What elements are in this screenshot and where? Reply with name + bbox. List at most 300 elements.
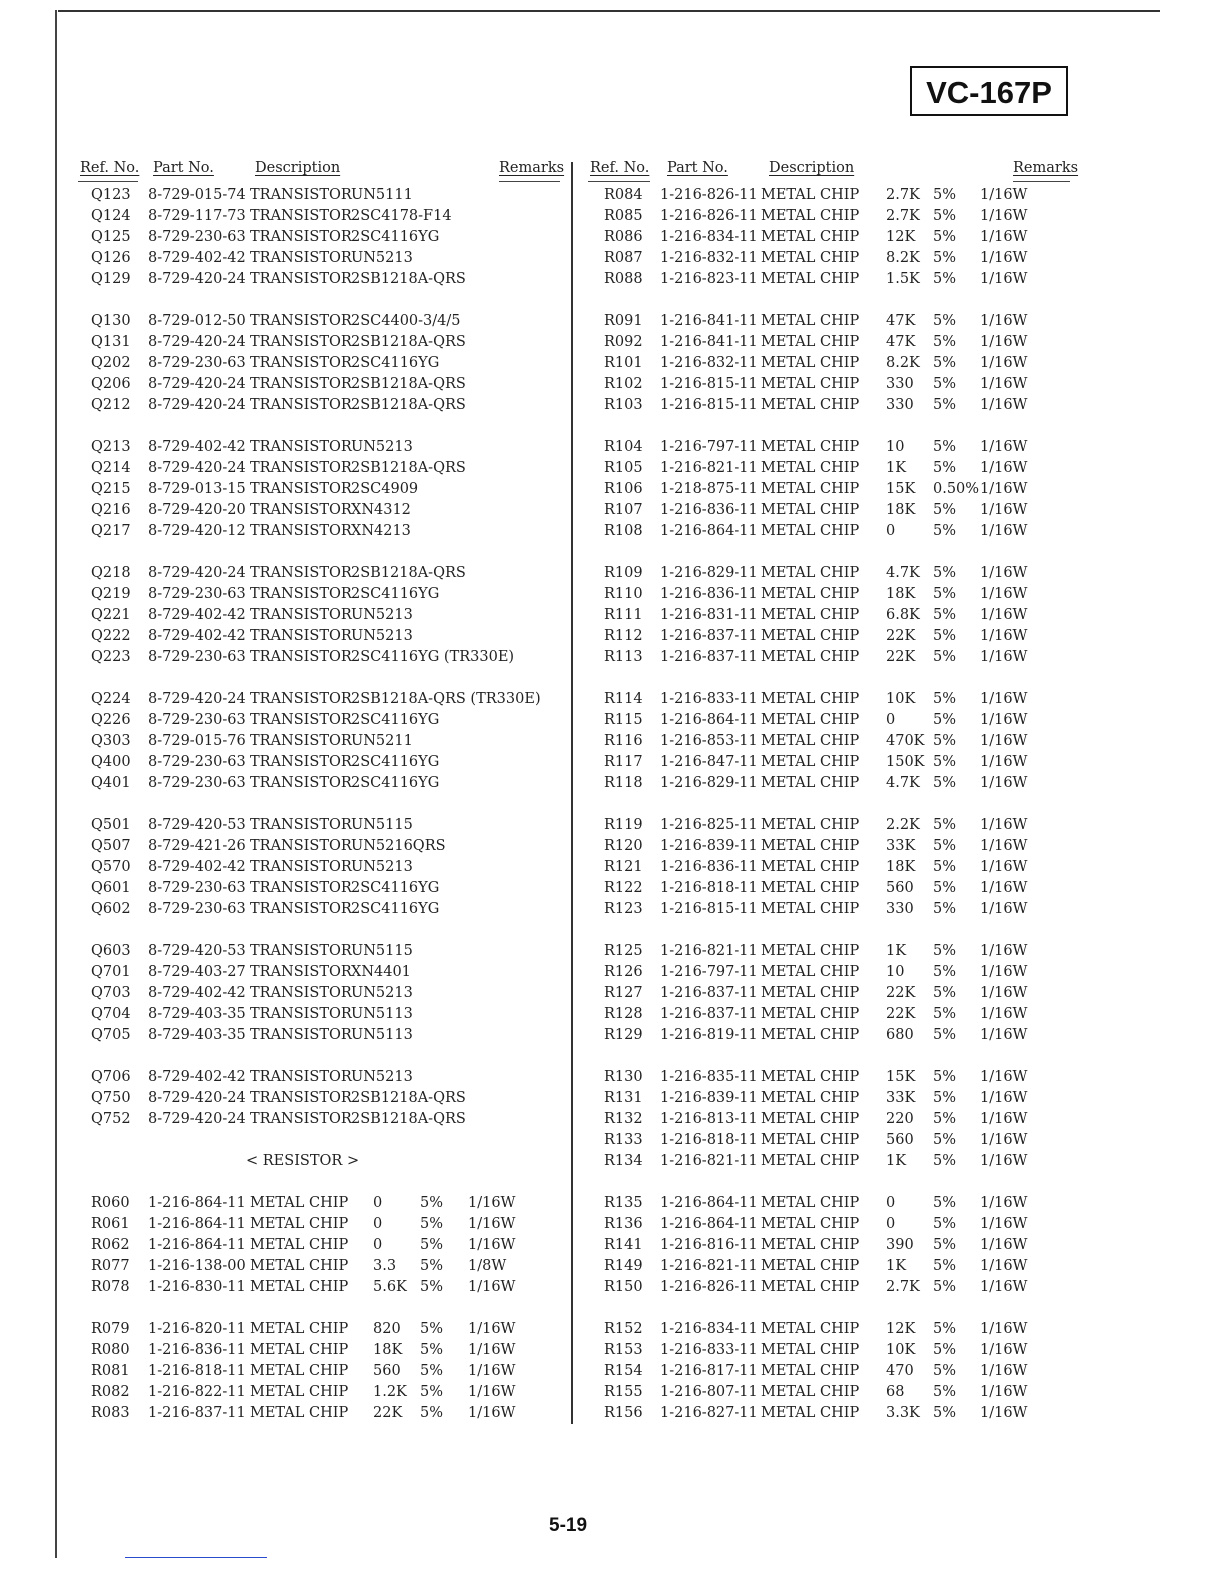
description: TRANSISTOR — [250, 523, 352, 539]
resistance-value: 68 — [886, 1384, 905, 1400]
parts-row — [78, 185, 560, 206]
part-number: 8-729-402-42 — [148, 628, 246, 644]
tolerance: 5% — [933, 901, 957, 917]
resistance-value: 0 — [886, 523, 896, 539]
parts-row — [588, 521, 1070, 542]
part-number: 1-216-807-11 — [660, 1384, 758, 1400]
parts-list-right-column — [588, 160, 1079, 1424]
tolerance: 5% — [933, 1405, 957, 1421]
description: TRANSISTOR — [250, 1090, 352, 1106]
resistance-value: 3.3K — [886, 1405, 920, 1421]
parts-row — [588, 353, 1070, 374]
description: TRANSISTOR — [250, 985, 352, 1001]
parts-row — [588, 815, 1070, 836]
part-number: 8-729-230-63 — [148, 901, 246, 917]
parts-row — [78, 1193, 560, 1214]
part-number: 8-729-230-63 — [148, 775, 246, 791]
parts-row — [78, 815, 560, 836]
parts-row — [588, 374, 1070, 395]
group-spacer — [588, 416, 1070, 437]
parts-row — [78, 857, 560, 878]
remark: 2SB1218A-QRS — [351, 460, 466, 476]
tolerance: 5% — [933, 712, 957, 728]
description: TRANSISTOR — [250, 271, 352, 287]
parts-row — [588, 563, 1070, 584]
part-number: 1-216-837-11 — [660, 1006, 758, 1022]
part-number: 1-216-839-11 — [660, 1090, 758, 1106]
tolerance: 5% — [933, 250, 957, 266]
part-number: 1-216-831-11 — [660, 607, 758, 623]
tolerance: 5% — [933, 460, 957, 476]
tolerance: 5% — [933, 355, 957, 371]
ref-number: R154 — [604, 1363, 643, 1379]
part-number: 1-216-829-11 — [660, 565, 758, 581]
description: METAL CHIP — [761, 880, 860, 896]
parts-row — [588, 437, 1070, 458]
part-number: 1-216-864-11 — [660, 712, 758, 728]
wattage: 1/16W — [980, 334, 1028, 350]
part-number: 8-729-402-42 — [148, 859, 246, 875]
parts-row — [588, 584, 1070, 605]
wattage: 1/16W — [980, 313, 1028, 329]
description: METAL CHIP — [761, 523, 860, 539]
tolerance: 5% — [420, 1384, 444, 1400]
parts-row — [78, 752, 560, 773]
parts-row — [588, 1025, 1070, 1046]
tolerance: 0.50% — [933, 481, 980, 497]
wattage: 1/16W — [468, 1216, 516, 1232]
wattage: 1/16W — [980, 649, 1028, 665]
wattage: 1/16W — [980, 1342, 1028, 1358]
description: METAL CHIP — [761, 628, 860, 644]
header-part-no: Part No. — [667, 160, 728, 176]
resistance-value: 0 — [886, 712, 896, 728]
resistance-value: 18K — [373, 1342, 403, 1358]
remark: 2SC4116YG — [351, 229, 440, 245]
ref-number: Q130 — [91, 313, 131, 329]
part-number: 1-216-817-11 — [660, 1363, 758, 1379]
resistance-value: 2.2K — [886, 817, 920, 833]
part-number: 8-729-420-24 — [148, 334, 246, 350]
wattage: 1/16W — [980, 901, 1028, 917]
description: METAL CHIP — [761, 712, 860, 728]
wattage: 1/16W — [980, 607, 1028, 623]
tolerance: 5% — [933, 775, 957, 791]
parts-row — [78, 206, 560, 227]
description: TRANSISTOR — [250, 880, 352, 896]
ref-number: R083 — [91, 1405, 130, 1421]
part-number: 1-216-818-11 — [660, 880, 758, 896]
resistance-value: 18K — [886, 586, 916, 602]
wattage: 1/16W — [980, 1027, 1028, 1043]
ref-number: R128 — [604, 1006, 643, 1022]
part-number: 8-729-402-42 — [148, 439, 246, 455]
ref-number: R087 — [604, 250, 643, 266]
part-number: 8-729-403-35 — [148, 1006, 246, 1022]
ref-number: R126 — [604, 964, 643, 980]
description: TRANSISTOR — [250, 439, 352, 455]
part-number: 1-216-836-11 — [660, 586, 758, 602]
wattage: 1/16W — [980, 376, 1028, 392]
ref-number: Q603 — [91, 943, 131, 959]
wattage: 1/16W — [980, 985, 1028, 1001]
wattage: 1/16W — [980, 1006, 1028, 1022]
remark: UN5115 — [351, 817, 413, 833]
tolerance: 5% — [420, 1279, 444, 1295]
description: TRANSISTOR — [250, 1006, 352, 1022]
remark: 2SC4116YG — [351, 901, 440, 917]
tolerance: 5% — [933, 502, 957, 518]
part-number: 1-216-821-11 — [660, 460, 758, 476]
parts-row — [78, 1340, 560, 1361]
part-number: 8-729-230-63 — [148, 880, 246, 896]
ref-number: R104 — [604, 439, 643, 455]
description: TRANSISTOR — [250, 334, 352, 350]
description: METAL CHIP — [761, 1111, 860, 1127]
description: TRANSISTOR — [250, 712, 352, 728]
description: METAL CHIP — [761, 1258, 860, 1274]
tolerance: 5% — [933, 1111, 957, 1127]
description: METAL CHIP — [250, 1363, 349, 1379]
resistance-value: 820 — [373, 1321, 401, 1337]
part-number: 1-216-821-11 — [660, 1153, 758, 1169]
description: TRANSISTOR — [250, 691, 352, 707]
resistance-value: 5.6K — [373, 1279, 407, 1295]
description: METAL CHIP — [761, 1405, 860, 1421]
parts-row — [78, 836, 560, 857]
wattage: 1/16W — [980, 1195, 1028, 1211]
part-number: 1-216-837-11 — [148, 1405, 246, 1421]
ref-number: Q507 — [91, 838, 131, 854]
remark: UN5213 — [351, 1069, 413, 1085]
remark: UN5115 — [351, 943, 413, 959]
resistance-value: 680 — [886, 1027, 914, 1043]
wattage: 1/16W — [468, 1321, 516, 1337]
header-remarks: Remarks — [499, 160, 565, 176]
description: METAL CHIP — [250, 1384, 349, 1400]
header-underline — [78, 181, 138, 182]
group-spacer — [78, 920, 560, 941]
part-number: 1-216-815-11 — [660, 397, 758, 413]
resistance-value: 22K — [886, 649, 916, 665]
parts-row — [78, 1214, 560, 1235]
description: METAL CHIP — [761, 943, 860, 959]
resistance-value: 22K — [886, 628, 916, 644]
resistance-value: 0 — [373, 1237, 383, 1253]
tolerance: 5% — [933, 1321, 957, 1337]
description: TRANSISTOR — [250, 481, 352, 497]
remark: 2SC4909 — [351, 481, 419, 497]
resistance-value: 22K — [886, 1006, 916, 1022]
ref-number: Q123 — [91, 187, 131, 203]
remark: UN5113 — [351, 1006, 413, 1022]
parts-row — [588, 269, 1070, 290]
resistance-value: 0 — [886, 1195, 896, 1211]
ref-number: R080 — [91, 1342, 130, 1358]
resistance-value: 1K — [886, 1153, 907, 1169]
description: TRANSISTOR — [250, 754, 352, 770]
ref-number: R113 — [604, 649, 643, 665]
tolerance: 5% — [933, 1132, 957, 1148]
description: METAL CHIP — [761, 754, 860, 770]
ref-number: R153 — [604, 1342, 643, 1358]
wattage: 1/16W — [980, 1216, 1028, 1232]
parts-row — [78, 458, 560, 479]
ref-number: R101 — [604, 355, 643, 371]
tolerance: 5% — [933, 1258, 957, 1274]
parts-row — [588, 647, 1070, 668]
wattage: 1/16W — [468, 1237, 516, 1253]
parts-row — [588, 773, 1070, 794]
remark: 2SB1218A-QRS — [351, 271, 466, 287]
parts-row — [78, 647, 560, 668]
ref-number: R150 — [604, 1279, 643, 1295]
description: TRANSISTOR — [250, 187, 352, 203]
remark: 2SB1218A-QRS — [351, 334, 466, 350]
remark: 2SC4116YG — [351, 586, 440, 602]
description: METAL CHIP — [761, 964, 860, 980]
column-divider — [571, 162, 573, 1424]
wattage: 1/16W — [980, 1405, 1028, 1421]
resistance-value: 220 — [886, 1111, 914, 1127]
remark: UN5213 — [351, 985, 413, 1001]
wattage: 1/16W — [980, 712, 1028, 728]
parts-row — [588, 710, 1070, 731]
parts-row — [588, 500, 1070, 521]
ref-number: R135 — [604, 1195, 643, 1211]
remark: 2SC4116YG (TR330E) — [351, 649, 515, 665]
parts-row — [588, 1067, 1070, 1088]
wattage: 1/16W — [980, 1363, 1028, 1379]
ref-number: Q400 — [91, 754, 131, 770]
description: METAL CHIP — [761, 1195, 860, 1211]
remark: 2SB1218A-QRS (TR330E) — [351, 691, 541, 707]
description: METAL CHIP — [250, 1237, 349, 1253]
group-spacer — [588, 668, 1070, 689]
part-number: 8-729-421-26 — [148, 838, 246, 854]
part-number: 1-216-864-11 — [148, 1216, 246, 1232]
wattage: 1/16W — [980, 1321, 1028, 1337]
description: METAL CHIP — [250, 1216, 349, 1232]
tolerance: 5% — [420, 1237, 444, 1253]
ref-number: R123 — [604, 901, 643, 917]
parts-row — [588, 857, 1070, 878]
header-ref-no: Ref. No. — [80, 160, 140, 176]
resistance-value: 1.5K — [886, 271, 920, 287]
parts-row — [78, 1088, 560, 1109]
wattage: 1/16W — [980, 1111, 1028, 1127]
ref-number: R106 — [604, 481, 643, 497]
part-number: 8-729-015-74 — [148, 187, 246, 203]
ref-number: R078 — [91, 1279, 130, 1295]
part-number: 1-216-827-11 — [660, 1405, 758, 1421]
tolerance: 5% — [933, 1384, 957, 1400]
resistance-value: 33K — [886, 838, 916, 854]
tolerance: 5% — [933, 334, 957, 350]
remark: UN5111 — [351, 187, 413, 203]
ref-number: R062 — [91, 1237, 130, 1253]
tolerance: 5% — [933, 859, 957, 875]
group-spacer — [78, 1298, 560, 1319]
parts-row — [78, 395, 560, 416]
part-number: 1-216-830-11 — [148, 1279, 246, 1295]
remark: UN5216QRS — [351, 838, 446, 854]
part-number: 1-216-864-11 — [660, 523, 758, 539]
header-ref-no: Ref. No. — [590, 160, 650, 176]
description: TRANSISTOR — [250, 943, 352, 959]
ref-number: R088 — [604, 271, 643, 287]
ref-number: R091 — [604, 313, 643, 329]
remark: UN5213 — [351, 859, 413, 875]
part-number: 1-216-821-11 — [660, 1258, 758, 1274]
description: METAL CHIP — [761, 985, 860, 1001]
wattage: 1/16W — [980, 1132, 1028, 1148]
description: TRANSISTOR — [250, 649, 352, 665]
description: METAL CHIP — [761, 187, 860, 203]
parts-list-left-column — [78, 160, 565, 1424]
ref-number: Q213 — [91, 439, 131, 455]
ref-number: R103 — [604, 397, 643, 413]
remark: 2SC4116YG — [351, 880, 440, 896]
description: METAL CHIP — [761, 376, 860, 392]
wattage: 1/16W — [980, 229, 1028, 245]
remark: XN4312 — [351, 502, 411, 518]
part-number: 8-729-420-24 — [148, 376, 246, 392]
parts-row — [78, 731, 560, 752]
parts-row — [588, 983, 1070, 1004]
tolerance: 5% — [420, 1363, 444, 1379]
resistance-value: 470 — [886, 1363, 914, 1379]
ref-number: R116 — [604, 733, 643, 749]
ref-number: R132 — [604, 1111, 643, 1127]
wattage: 1/16W — [468, 1384, 516, 1400]
part-number: 1-216-797-11 — [660, 964, 758, 980]
remark: UN5213 — [351, 607, 413, 623]
remark: 2SC4116YG — [351, 775, 440, 791]
ref-number: Q501 — [91, 817, 131, 833]
parts-row — [588, 626, 1070, 647]
parts-row — [78, 311, 560, 332]
part-number: 1-216-837-11 — [660, 628, 758, 644]
remark: UN5211 — [351, 733, 413, 749]
ref-number: R111 — [604, 607, 643, 623]
description: TRANSISTOR — [250, 502, 352, 518]
description: METAL CHIP — [761, 1216, 860, 1232]
ref-number: Q401 — [91, 775, 131, 791]
part-number: 1-216-833-11 — [660, 691, 758, 707]
ref-number: R121 — [604, 859, 643, 875]
remark: UN5213 — [351, 250, 413, 266]
description: METAL CHIP — [761, 229, 860, 245]
remark: UN5213 — [351, 628, 413, 644]
tolerance: 5% — [933, 964, 957, 980]
wattage: 1/16W — [980, 859, 1028, 875]
parts-row — [78, 584, 560, 605]
wattage: 1/16W — [980, 187, 1028, 203]
page-number: 5-19 — [549, 1515, 588, 1536]
remark: UN5113 — [351, 1027, 413, 1043]
resistance-value: 12K — [886, 1321, 916, 1337]
part-number: 1-216-837-11 — [660, 649, 758, 665]
parts-row — [78, 1256, 560, 1277]
description: TRANSISTOR — [250, 355, 352, 371]
description: METAL CHIP — [761, 355, 860, 371]
description: METAL CHIP — [761, 334, 860, 350]
parts-row — [588, 311, 1070, 332]
wattage: 1/16W — [980, 817, 1028, 833]
group-spacer — [78, 1130, 560, 1151]
description: METAL CHIP — [761, 859, 860, 875]
description: METAL CHIP — [761, 1279, 860, 1295]
ref-number: Q224 — [91, 691, 131, 707]
ref-number: R092 — [604, 334, 643, 350]
resistance-value: 390 — [886, 1237, 914, 1253]
description: TRANSISTOR — [250, 1069, 352, 1085]
parts-row — [78, 962, 560, 983]
part-number: 1-216-864-11 — [660, 1195, 758, 1211]
description: TRANSISTOR — [250, 838, 352, 854]
description: TRANSISTOR — [250, 964, 352, 980]
column-header-right — [588, 160, 1079, 182]
resistance-value: 15K — [886, 481, 916, 497]
description: METAL CHIP — [250, 1321, 349, 1337]
wattage: 1/16W — [980, 1153, 1028, 1169]
description: METAL CHIP — [761, 901, 860, 917]
part-number: 1-216-853-11 — [660, 733, 758, 749]
ref-number: R112 — [604, 628, 643, 644]
ref-number: R127 — [604, 985, 643, 1001]
remark: UN5213 — [351, 439, 413, 455]
header-description: Description — [255, 160, 341, 176]
tolerance: 5% — [933, 1006, 957, 1022]
wattage: 1/16W — [980, 733, 1028, 749]
parts-row — [588, 962, 1070, 983]
wattage: 1/16W — [468, 1342, 516, 1358]
parts-row — [78, 563, 560, 584]
resistance-value: 0 — [373, 1216, 383, 1232]
resistance-value: 0 — [373, 1195, 383, 1211]
ref-number: Q202 — [91, 355, 131, 371]
parts-row — [588, 1340, 1070, 1361]
resistance-value: 22K — [373, 1405, 403, 1421]
ref-number: Q752 — [91, 1111, 131, 1127]
ref-number: Q216 — [91, 502, 131, 518]
parts-row — [78, 1025, 560, 1046]
part-number: 1-216-864-11 — [660, 1216, 758, 1232]
ref-number: Q206 — [91, 376, 131, 392]
resistance-value: 0 — [886, 1216, 896, 1232]
parts-row — [78, 374, 560, 395]
tolerance: 5% — [933, 628, 957, 644]
ref-number: Q226 — [91, 712, 131, 728]
ref-number: Q701 — [91, 964, 131, 980]
resistance-value: 2.7K — [886, 187, 920, 203]
tolerance: 5% — [933, 271, 957, 287]
left-parts-rows — [78, 185, 560, 1424]
parts-row — [588, 689, 1070, 710]
group-spacer — [588, 1298, 1070, 1319]
part-number: 1-216-864-11 — [148, 1195, 246, 1211]
resistance-value: 10K — [886, 691, 916, 707]
wattage: 1/16W — [980, 1258, 1028, 1274]
tolerance: 5% — [933, 943, 957, 959]
tolerance: 5% — [420, 1342, 444, 1358]
description: METAL CHIP — [761, 250, 860, 266]
group-spacer — [78, 542, 560, 563]
tolerance: 5% — [933, 586, 957, 602]
wattage: 1/16W — [980, 481, 1028, 497]
ref-number: R114 — [604, 691, 643, 707]
